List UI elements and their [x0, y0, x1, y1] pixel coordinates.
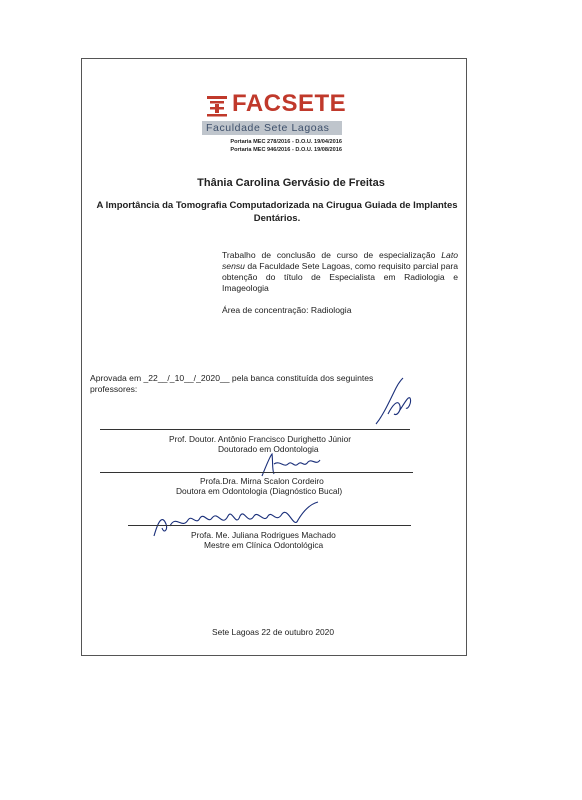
facsete-logo — [198, 85, 346, 163]
approval-text: Aprovada em _22__/_10__/_2020__ pela banca constituída dos seguintes professores: — [90, 373, 374, 394]
signatory-1-title: Doutorado em Odontologia — [218, 444, 319, 454]
logo-subtitle: Faculdade Sete Lagoas — [206, 122, 330, 134]
signature-line-2 — [100, 472, 413, 473]
logo-portaria-2: Portaria MEC 946/2016 - D.O.U. 19/08/2016 — [230, 147, 342, 153]
description-text-2: da Faculdade Sete Lagoas, como requisito parcial para obtenção do título de Especialista em Radiologia e Imageologia — [222, 261, 459, 293]
signatory-2-name: Profa.Dra. Mirna Scalon Cordeiro — [200, 476, 324, 486]
description-text-1: Trabalho de conclusão de curso de especialização — [222, 250, 442, 260]
signature-line-3 — [128, 525, 411, 526]
author-name: Thânia Carolina Gervásio de Freitas — [197, 177, 385, 189]
facsete-logo-icon — [206, 95, 228, 117]
thesis-title: A Importância da Tomografia Computadorizada na Cirugua Guiada de Implantes Dentários. — [96, 200, 458, 224]
signature-line-1 — [100, 429, 410, 430]
city-date: Sete Lagoas 22 de outubro 2020 — [211, 627, 334, 637]
signature-1-scribble — [370, 376, 416, 428]
description-italic: Lato sensu — [222, 250, 458, 271]
signatory-3-title: Mestre em Clínica Odontológica — [204, 540, 324, 550]
logo-portaria-1: Portaria MEC 278/2016 - D.O.U. 19/04/2016 — [230, 139, 342, 145]
logo-wordmark: FACSETE — [232, 90, 347, 117]
thesis-description — [222, 250, 458, 294]
signatory-1-name: Prof. Doutor. Antônio Francisco Durighetto Júnior — [169, 434, 352, 444]
concentration-area: Área de concentração: Radiologia — [222, 305, 352, 315]
signatory-3-name: Profa. Me. Juliana Rodrigues Machado — [191, 530, 336, 540]
signatory-2-title: Doutora em Odontologia (Diagnóstico Bucal) — [176, 486, 343, 496]
